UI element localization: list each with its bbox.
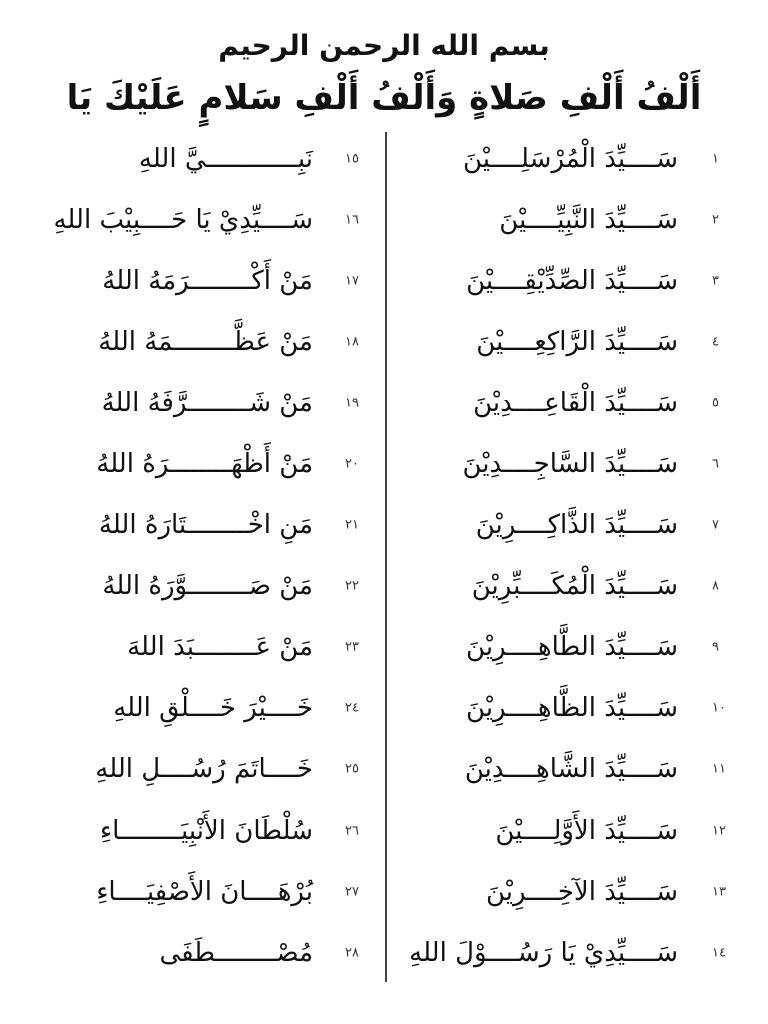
verse-row [400,861,740,922]
verse-number: ٥ [712,395,719,411]
verse-text: بُرْهَــــانَ الأَصْفِيَــــاءِ [96,876,313,907]
verse-text: مَنْ أَكْــــــــرَمَهُ اللهُ [102,265,313,296]
column-divider [385,132,387,982]
verse-number: ٢٧ [345,884,359,900]
verse-text: سَــــيِّدَ الأَوَّلِــــيْنَ [495,815,678,846]
verse-row [20,739,375,800]
verse-text: سَــــيِّدِيْ يَا رَسُــــوْلَ اللهِ [409,937,678,968]
verse-number: ١٢ [712,823,726,839]
left-column [20,128,375,984]
verse-number: ١٥ [345,151,359,167]
verse-row [400,922,740,983]
verse-text: مَنْ أَظْهَــــــــرَهُ اللهُ [96,449,313,480]
verse-row [20,922,375,983]
verse-text: سَــــيِّدَ الشَّاهِــــدِيْنَ [464,754,678,785]
verse-number: ١٨ [345,334,359,350]
verse-text: سَــــيِّدَ الظَّاهِــــرِيْنَ [466,693,678,724]
verse-number: ٢١ [345,517,359,533]
page-title: أَلْفُ أَلْفِ صَلاةٍ وَأَلْفُ أَلْفِ سَلامٍ عَلَيْكَ يَا [66,78,702,118]
verse-row [20,556,375,617]
verse-text: سَــــيِّدَ الْمُكَــــبِّرِيْنَ [471,571,678,602]
verse-row [400,128,740,189]
verse-number: ١٤ [712,945,726,961]
verse-text: مَنْ عَــــــــبَدَ اللهَ [127,632,313,663]
verse-row [400,617,740,678]
verse-text: مَنْ شَــــــــرَّفَهُ اللهُ [101,387,313,418]
verse-row [400,433,740,494]
verse-row [20,495,375,556]
verse-number: ٢٥ [345,761,359,777]
verse-text: سَــــيِّدَ الآخِــــرِيْنَ [486,876,678,907]
verse-row [20,372,375,433]
verse-text: مُصْــــــــطَفَى [159,937,313,968]
verse-row [20,617,375,678]
verse-text: خَــــاتَمَ رُسُــــلِ اللهِ [95,754,313,785]
verse-text: سَــــيِّدَ السَّاجِــــدِيْنَ [462,449,678,480]
verse-number: ٤ [712,334,719,350]
verse-text: سَــــيِّدَ الصِّدِّيْقِــــيْنَ [466,265,678,296]
verse-number: ٨ [712,578,719,594]
verse-text: نَبِــــــــــــيَّ اللهِ [138,143,313,174]
verse-number: ١٩ [345,395,359,411]
verse-text: سَــــيِّدَ الرَّاكِعِــــيْنَ [476,326,678,357]
verse-row [20,861,375,922]
verse-text: سَــــيِّدَ الطَّاهِــــرِيْنَ [466,632,678,663]
verse-number: ٢٨ [345,945,359,961]
verse-text: سَــــيِّدَ الْقَاعِــــدِيْنَ [473,387,678,418]
verse-row [400,250,740,311]
verse-number: ٣ [712,273,719,289]
verse-number: ٧ [712,517,719,533]
verse-text: مَنْ صَــــــــوَّرَهُ اللهُ [102,571,313,602]
verse-number: ١٧ [345,273,359,289]
verse-number: ٢٤ [345,700,359,716]
verse-text: خَــــيْرَ خَــــلْقِ اللهِ [113,693,313,724]
basmala-heading: بسم الله الرحمن الرحيم [218,29,550,62]
verse-row [400,311,740,372]
verse-number: ٩ [712,639,719,655]
verse-number: ٢٢ [345,578,359,594]
verse-number: ١٣ [712,884,726,900]
verse-number: ٢٣ [345,639,359,655]
verse-text: مَنِ اخْــــــــتَارَهُ اللهُ [98,510,313,541]
verse-row [20,678,375,739]
verse-row [400,189,740,250]
verse-row [20,800,375,861]
verse-row [20,128,375,189]
verse-number: ١ [712,151,719,167]
verse-number: ١٦ [345,212,359,228]
verse-row [20,250,375,311]
verse-text: سَــــيِّدَ الْمُرْسَلِــــيْنَ [462,143,678,174]
verse-text: سَــــيِّدِيْ يَا حَــــبِيْبَ اللهِ [53,204,313,235]
verse-text: سَــــيِّدَ النَّبِيِّــــيْنَ [499,204,678,235]
verse-number: ١٠ [712,700,726,716]
verse-row [400,372,740,433]
verse-number: ٢٦ [345,823,359,839]
verse-row [20,311,375,372]
verse-row [20,433,375,494]
verse-text: سُلْطَانَ الأَنْبِيَــــــــاءِ [99,815,313,846]
verse-row [400,739,740,800]
verse-text: سَــــيِّدَ الذَّاكِــــرِيْنَ [475,510,678,541]
verse-row [400,556,740,617]
verse-number: ١١ [712,761,726,777]
verse-row [400,800,740,861]
right-column [400,128,740,984]
verse-number: ٢٠ [345,456,359,472]
verse-text: مَنْ عَظَّــــــــمَهُ اللهُ [98,326,313,357]
verse-row [400,678,740,739]
verse-row [20,189,375,250]
verse-number: ٦ [712,456,719,472]
verse-number: ٢ [712,212,719,228]
verse-row [400,495,740,556]
